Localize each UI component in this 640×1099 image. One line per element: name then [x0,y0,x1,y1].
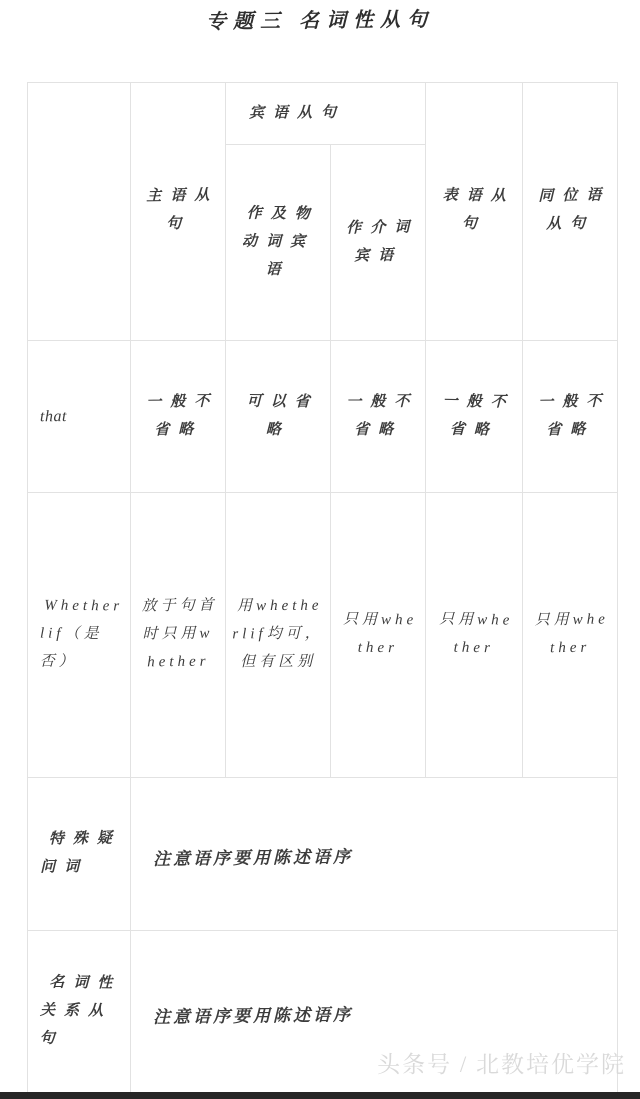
cell-that-predicative-text: 一般不省略 [442,393,515,438]
cell-that-object-preposition-text: 一般不省略 [346,393,419,438]
table-row [28,341,618,493]
bottom-crop-rule [0,1092,640,1099]
header-object-preposition-label: 作介词宾语 [346,219,419,264]
header-object-preposition [331,145,426,341]
header-predicative-clause-label: 表语从句 [442,187,515,232]
header-corner-cell [28,83,131,341]
cell-whether-predicative-text: 只用whether [439,611,514,657]
row-label-noun-relative-clause [28,931,131,1094]
cell-whether-object-preposition-text: 只用whether [342,611,418,657]
row-label-wh-question-word [28,778,131,931]
header-appositive-clause [523,83,618,341]
cell-that-object-transitive [226,341,331,493]
cell-noun-relative-clause-note-text: 注意语序要用陈述语序 [152,1004,354,1027]
cell-that-object-transitive-text: 可以省略 [246,393,319,438]
cell-whether-object-preposition [331,493,426,778]
header-object-clause-group-label: 宾语从句 [248,104,346,122]
cell-whether-subject [131,493,226,778]
cell-wh-question-word-note-text: 注意语序要用陈述语序 [152,846,354,869]
header-corner-label [28,208,130,216]
cell-that-appositive-text: 一般不省略 [538,393,611,438]
cell-that-subject [131,341,226,493]
row-label-noun-relative-clause-text: 名词性关系从句 [39,975,122,1047]
header-predicative-clause [426,83,523,341]
cell-whether-appositive [523,493,618,778]
header-appositive-clause-label: 同位语从句 [538,187,611,232]
page-title: 专题三 名词性从句 [205,8,435,34]
header-row-top [28,83,618,145]
header-object-clause-group [226,83,426,145]
cell-whether-subject-text: 放于句首时只用whether [141,597,218,671]
cell-wh-question-word-note [131,778,618,931]
grid-table [27,82,618,1094]
cell-whether-object-transitive-text: 用whetherlif均可，但有区别 [232,598,324,671]
row-label-that-text: that [39,407,67,425]
header-subject-clause [131,83,226,341]
noun-clause-table [27,82,617,1091]
cell-that-appositive [523,341,618,493]
header-object-transitive-label: 作及物动词宾语 [241,205,319,278]
header-object-transitive [226,145,331,341]
header-subject-clause-label: 主语从句 [146,187,219,232]
row-label-whether-if [28,493,131,778]
cell-that-object-preposition [331,341,426,493]
cell-that-predicative [426,341,523,493]
row-label-wh-question-word-text: 特殊疑问词 [40,830,121,876]
table-row [28,778,618,931]
cell-whether-appositive-text: 只用whether [534,611,609,657]
row-label-that [28,341,131,493]
table-row [28,493,618,778]
row-label-whether-if-text: Whetherlif（是否） [39,598,124,670]
cell-whether-predicative [426,493,523,778]
cell-whether-object-transitive [226,493,331,778]
cell-that-subject-text: 一般不省略 [146,393,219,438]
watermark-label: 头条号 / 北教培优学院 [377,1052,626,1077]
